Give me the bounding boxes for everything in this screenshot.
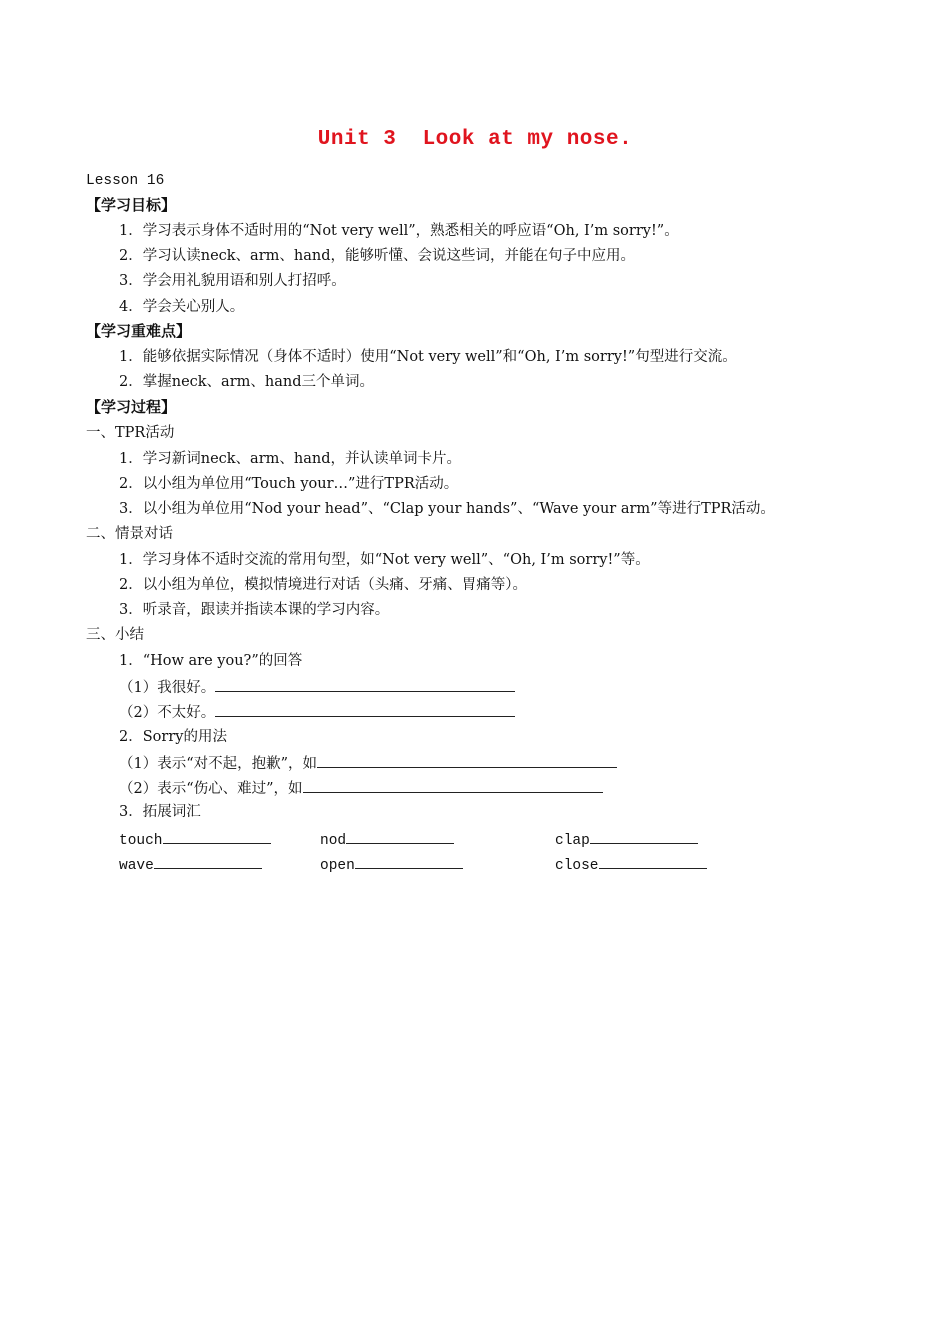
vocab-nod <box>320 828 454 851</box>
lesson-label: Lesson 16 <box>86 173 165 189</box>
summary-q2a <box>119 752 617 774</box>
summary-q2: 2．Sorry的用法 <box>119 729 227 745</box>
vocab-word: open <box>320 858 355 874</box>
goal-item: 4．学会关心别人。 <box>119 299 245 315</box>
vocab-blank[interactable] <box>154 853 262 869</box>
summary-q3: 3．拓展词汇 <box>119 804 201 820</box>
vocab-blank[interactable] <box>599 853 707 869</box>
answer-blank[interactable] <box>215 701 515 717</box>
summary-q1b <box>119 701 515 723</box>
vocab-word: clap <box>555 833 590 849</box>
vocab-clap <box>555 828 698 851</box>
vocab-word: touch <box>119 833 163 849</box>
tpr-item: 1．学习新词neck、arm、hand，并认读单词卡片。 <box>119 451 461 467</box>
answer-blank[interactable] <box>317 752 617 768</box>
process-heading: 【学习过程】 <box>86 398 177 416</box>
summary-q1a <box>119 676 515 698</box>
key-point-item: 1．能够依据实际情况（身体不适时）使用“Not very well”和“Oh, I’m sorry!”句型进行交流。 <box>119 349 737 365</box>
section-title-tpr: 一、TPR活动 <box>86 425 175 441</box>
summary-q1a-text: （1）我很好。 <box>119 680 216 696</box>
tpr-item: 2．以小组为单位用“Touch your…”进行TPR活动。 <box>119 476 459 492</box>
vocab-blank[interactable] <box>355 853 463 869</box>
key-points-heading: 【学习重难点】 <box>86 322 192 340</box>
vocab-blank[interactable] <box>346 828 454 844</box>
vocab-touch <box>119 828 271 851</box>
key-point-item: 2．掌握neck、arm、hand三个单词。 <box>119 374 374 390</box>
section-title-summary: 三、小结 <box>86 627 144 643</box>
page-title: Unit 3 Look at my nose. <box>317 128 633 151</box>
goal-item: 1．学习表示身体不适时用的“Not very well”，熟悉相关的呼应语“Oh, I’m sorry!”。 <box>119 223 679 239</box>
summary-q2b-text: （2）表示“伤心、难过”，如 <box>119 781 303 797</box>
vocab-word: wave <box>119 858 154 874</box>
vocab-wave <box>119 853 262 876</box>
answer-blank[interactable] <box>215 676 515 692</box>
goal-item: 2．学习认读neck、arm、hand，能够听懂、会说这些词，并能在句子中应用。 <box>119 248 635 264</box>
dialogue-item: 3．听录音，跟读并指读本课的学习内容。 <box>119 602 390 618</box>
summary-q2a-text: （1）表示“对不起，抱歉”，如 <box>119 756 318 772</box>
vocab-open <box>320 853 463 876</box>
vocab-blank[interactable] <box>163 828 271 844</box>
summary-q1: 1．“How are you?”的回答 <box>119 653 303 669</box>
goal-item: 3．学会用礼貌用语和别人打招呼。 <box>119 273 346 289</box>
goals-heading: 【学习目标】 <box>86 196 177 214</box>
vocab-word: nod <box>320 833 347 849</box>
dialogue-item: 2．以小组为单位，模拟情境进行对话（头痛、牙痛、胃痛等）。 <box>119 577 527 593</box>
vocab-blank[interactable] <box>590 828 698 844</box>
tpr-item: 3．以小组为单位用“Nod your head”、“Clap your hands”、“Wave your arm”等进行TPR活动。 <box>119 501 775 517</box>
section-title-dialogue: 二、情景对话 <box>86 526 173 542</box>
summary-q1b-text: （2）不太好。 <box>119 705 216 721</box>
summary-q2b <box>119 777 603 799</box>
vocab-word: close <box>555 858 599 874</box>
dialogue-item: 1．学习身体不适时交流的常用句型，如“Not very well”、“Oh, I’m sorry!”等。 <box>119 552 650 568</box>
vocab-close <box>555 853 707 876</box>
answer-blank[interactable] <box>303 777 603 793</box>
